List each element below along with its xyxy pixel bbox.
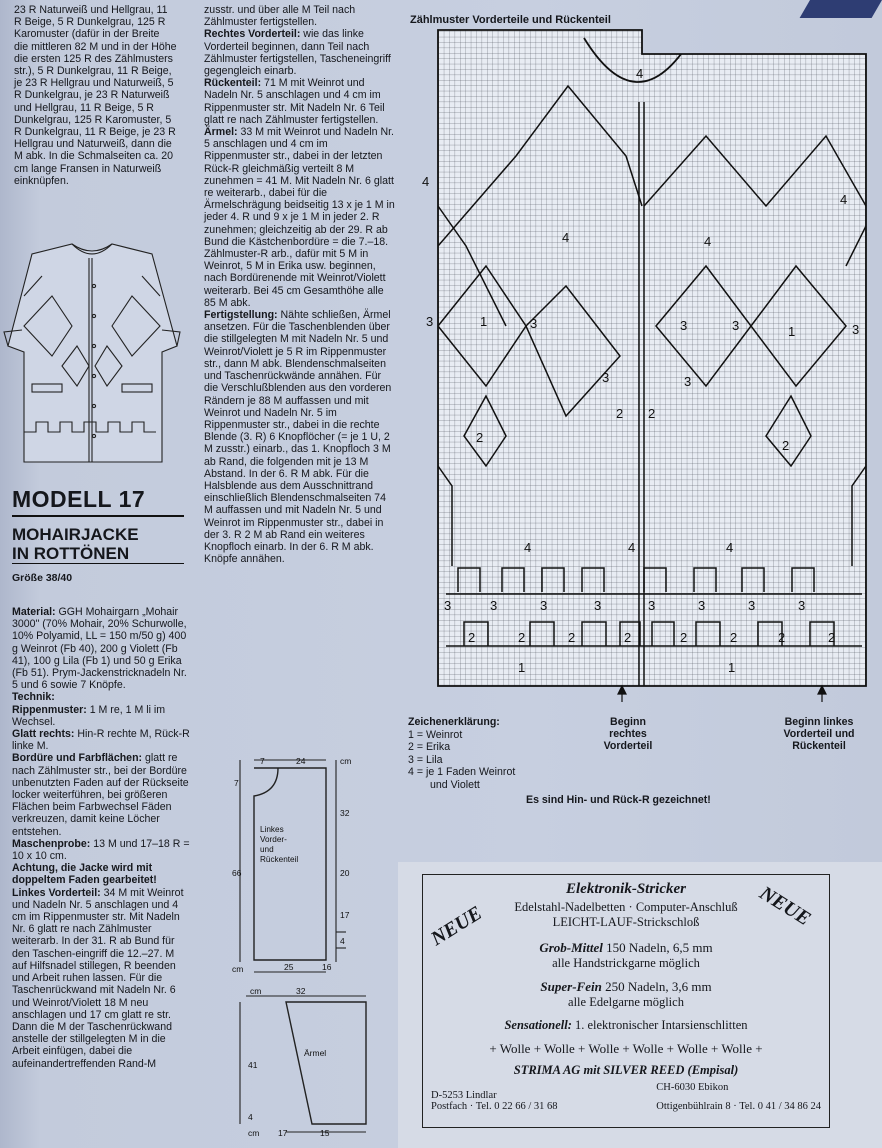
ad-fein-name: Super-Fein (540, 979, 602, 994)
chart-symbol-3: 3 (684, 374, 692, 389)
instruction-paragraph-heading: Linkes Vorderteil: (12, 886, 101, 899)
sleeve-outline (286, 1002, 366, 1124)
instruction-paragraph-body: 34 M mit Weinrot und Nadeln Nr. 5 anschlagen und 4 cm im Rippenmuster str. Mit Nadeln Nr. 6 glatt re nach Zählmuster weiterarb. In der 31. R ab Bund für den Taschen-eingriff die 12.–27. M auf Hilfsnadel stillegen, R beenden und Arbeit ruhen lassen. Für die Taschenrückwand mit Nadeln Nr. 6 und Weinrot/Violett 18 M neu anschlagen und 17 cm glatt re str. Dann die M der Taschenrückwand anstelle der stillgelegten M in die Arbeit einfügen, dabei die aufeinandertreffenden Rand-M (12, 886, 184, 1070)
chart-symbol-1: 1 (788, 324, 796, 339)
chart-symbol-2: 2 (648, 406, 656, 421)
model-number: MODELL 17 (12, 486, 184, 517)
middle-text (204, 4, 396, 565)
instruction-paragraph (12, 728, 190, 752)
left-top-line: und Hellgrau, 11 R Beige, 5 R (14, 101, 154, 114)
instruction-paragraph-heading: Rechtes Vorderteil: (204, 28, 301, 41)
body-label-line2: Vorder- (260, 835, 287, 844)
chart-symbol-4: 4 (422, 174, 430, 189)
ad-addr-right2: Ottigenbühlrain 8 · Tel. 0 41 / 34 86 24 (656, 1101, 821, 1112)
instruction-paragraph-heading: Rückenteil: (204, 77, 262, 90)
left-top-line: M abk. In die Schmalseiten ca. 20 (14, 150, 173, 163)
left-top-line: Karomuster (dafür in der Breite (14, 28, 160, 41)
body-dim-top-mid: 24 (296, 756, 306, 766)
ad-fein (423, 979, 829, 995)
marker-back-line1: Beginn linkes (784, 716, 854, 728)
left-top-line: Hellgrau und Naturweiß, dann die (14, 138, 172, 151)
instruction-paragraph (12, 704, 190, 728)
instruction-paragraph (12, 606, 190, 691)
chart-symbol-4: 4 (840, 192, 848, 207)
left-top-line: R Beige, 5 R Dunkelgrau, 125 R (14, 16, 166, 29)
instruction-paragraph-heading: Rippenmuster: (12, 703, 87, 716)
sleeve-dim-left-height: 41 (248, 1060, 258, 1070)
ad-company: STRIMA AG mit SILVER REED (Empisal) (513, 1063, 739, 1077)
chart-symbol-2: 2 (468, 630, 476, 645)
left-top-line: die mittleren 82 M und in der Höhe (14, 40, 177, 53)
left-top-line: je 23 R Hellgrau und Naturweiß, 5 (14, 77, 174, 90)
instruction-paragraph-body: 33 M mit Weinrot und Nadeln Nr. 5 anschlagen und 4 cm im Rippenmuster str., dabei in der letzten Rück-R gleichmäßig verteilt 8 M zunehmen = 41 M. Mit Nadeln Nr. 6 glatt re weiterarb., dabei für die Ärmelschrägung beidseitig 13 x je 1 M in jeder 4. R und 9 x je 1 M in jeder 2. R zunehmen; gleichzeitig ab der 29. R ab Bund die Kästchenbordüre = die 7.–18. Zählmuster-R arb., dafür mit 5 M in Weinrot, 5 M in Erika usw. beginnen, nach Bordürenende mit Weinrot/Violett weiterarb. Bei 45 cm Gesamthöhe alle 85 M abk. (204, 126, 395, 309)
chart-symbol-4: 4 (726, 540, 734, 555)
chart-symbol-2: 2 (778, 630, 786, 645)
left-top-line: R Dunkelgrau, 11 R Beige, je 23 R (14, 126, 176, 139)
chart-symbol-4: 4 (562, 230, 570, 245)
instruction-paragraph (204, 28, 396, 77)
chart-symbol-2: 2 (616, 406, 624, 421)
marker-front-line2: rechtes (609, 728, 647, 740)
ad-box (422, 874, 830, 1128)
body-dim-right-2: 20 (340, 868, 350, 878)
ad-fein-desc: 250 Nadeln, 3,6 mm (601, 979, 712, 994)
ad-grob-sub: alle Handstrickgarne möglich (552, 956, 700, 970)
chart-symbol-3: 3 (648, 598, 656, 613)
left-top-line: cm lange Fransen in Naturweiß (14, 162, 162, 175)
ad-addr-right1: CH-6030 Ebikon (656, 1082, 729, 1093)
body-label (260, 825, 298, 864)
instruction-paragraph (204, 4, 396, 28)
sleeve-label: Ärmel (304, 1048, 327, 1058)
sleeve-dim-top-left: cm (250, 986, 262, 996)
instruction-paragraph-body: 71 M mit Weinrot und Nadeln Nr. 5 anschlagen und 4 cm im Rippenmuster str. Mit Nadeln Nr. 6 Teil glatt re nach Zählmuster fertigstellen. (204, 77, 385, 126)
chart-symbol-1: 1 (728, 660, 736, 675)
instruction-paragraph-heading: Glatt rechts: (12, 728, 75, 741)
ad-title: Elektronik-Stricker (565, 881, 686, 897)
chart-symbol-3: 3 (732, 318, 740, 333)
marker-front-line3: Vorderteil (603, 740, 653, 752)
instruction-paragraph (204, 126, 396, 309)
instruction-paragraph (12, 862, 190, 886)
instruction-paragraph-heading: Bordüre und Farbflächen: (12, 752, 143, 765)
instruction-paragraph (204, 77, 396, 126)
chart-symbol-2: 2 (624, 630, 632, 645)
chart-symbol-3: 3 (748, 598, 756, 613)
body-dim-right-4: 4 (340, 936, 345, 946)
model-title-block (12, 486, 184, 584)
jacket-illustration (2, 236, 182, 468)
ad-grob-desc: 150 Nadeln, 6,5 mm (602, 940, 713, 955)
ad-sens-name: Sensationell: (504, 1018, 572, 1032)
instruction-paragraph-body: 1 M re, 1 M li im Wechsel. (12, 703, 166, 728)
advertisement (398, 862, 882, 1148)
legend-item-4: 4 = je 1 Faden Weinrot (408, 766, 516, 778)
body-outline (254, 768, 326, 960)
body-dim-bottom-mid: 25 (284, 962, 294, 972)
chart-symbol-4: 4 (628, 540, 636, 555)
sleeve-dim-bottom-2: 15 (320, 1128, 330, 1138)
legend-item-4-cont: und Violett (430, 778, 480, 791)
instruction-paragraph-body: glatt re nach Zählmuster str., bei der Bordüre unbenutzten Faden auf der Rückseite locker weiterführen, bei größeren Flächen beim Farbwechsel Fäden verkreuzen, damit keine Löcher entstehen. (12, 752, 189, 838)
chart-symbol-3: 3 (444, 598, 452, 613)
ad-line2: LEICHT-LAUF-Strickschloß (552, 915, 700, 929)
instruction-paragraph-heading: Achtung, die Jacke wird mit doppeltem Faden gearbeitet! (12, 862, 157, 887)
ad-grob (423, 940, 829, 956)
body-dim-left-height: 66 (232, 868, 242, 878)
chart-symbol-3: 3 (540, 598, 548, 613)
instruction-paragraph-body: zusstr. und über alle M Teil nach Zählmuster fertigstellen. (204, 4, 356, 29)
model-name-line2: IN ROTTÖNEN (12, 544, 130, 563)
marker-front (590, 716, 666, 752)
chart-symbol-2: 2 (730, 630, 738, 645)
ad-sens-desc: 1. elektronischer Intarsienschlitten (571, 1018, 748, 1032)
instruction-paragraph-heading: Maschenprobe: (12, 837, 91, 850)
model-name (12, 525, 184, 564)
ad-addr-left1: D-5253 Lindlar (431, 1090, 497, 1101)
sleeve-dim-bottom-1: 17 (278, 1128, 288, 1138)
body-dim-left-small: 7 (234, 778, 239, 788)
legend-item-1: 1 = Weinrot (408, 728, 463, 741)
left-top-line: Dunkelgrau, 125 R Karomuster, 5 (14, 113, 172, 126)
left-top-line: einknüpfen. (14, 174, 69, 187)
top-corner-band (800, 0, 882, 18)
chart-symbol-2: 2 (518, 630, 526, 645)
chart-symbol-3: 3 (426, 314, 434, 329)
instruction-paragraph (12, 752, 190, 837)
chart-symbol-4: 4 (704, 234, 712, 249)
instruction-paragraph (204, 309, 396, 565)
sleeve-dim-left-small: 4 (248, 1112, 253, 1122)
left-top-text (14, 4, 184, 187)
chart-symbol-3: 3 (798, 598, 806, 613)
instruction-paragraph-heading: Technik: (12, 691, 55, 704)
chart-symbol-3: 3 (530, 316, 538, 331)
instruction-paragraph (12, 887, 190, 1070)
chart-symbol-1: 1 (480, 314, 488, 329)
left-top-line: 23 R Naturweiß und Hellgrau, 11 (14, 4, 168, 16)
ad-neu-left: NEUE (427, 902, 486, 951)
instruction-paragraph-heading: Material: (12, 606, 56, 618)
instruction-paragraph-heading: Fertigstellung: (204, 309, 278, 322)
instruction-paragraph (12, 838, 190, 862)
chart-symbol-2: 2 (568, 630, 576, 645)
ad-wolle: + Wolle + Wolle + Wolle + Wolle + Wolle + Wolle + (489, 1041, 763, 1056)
body-dim-right-3: 17 (340, 910, 350, 920)
instruction-paragraph-body: wie das linke Vorderteil beginnen, dann Teil nach Zählmuster fertigstellen, Tascheneingriff gegengleich einarb. (204, 28, 391, 78)
legend-title: Zeichenerklärung: (408, 716, 500, 728)
sleeve-dim-bottom-left: cm (248, 1128, 260, 1138)
body-label-line3: und (260, 845, 274, 854)
chart-symbol-3: 3 (490, 598, 498, 613)
chart-note: Es sind Hin- und Rück-R gezeichnet! (526, 794, 711, 806)
ad-grob-name: Grob-Mittel (539, 940, 603, 955)
body-dim-cm: cm (340, 756, 352, 766)
instruction-paragraph-body: 13 M und 17–18 R = 10 x 10 cm. (12, 837, 190, 863)
legend-item-2: 2 = Erika (408, 741, 451, 753)
left-top-line: die ersten 125 R des Zählmusters (14, 52, 173, 65)
marker-back-line2: Vorderteil und (783, 728, 855, 740)
chart-symbol-2: 2 (476, 430, 484, 445)
instruction-paragraph (12, 691, 190, 703)
chart-symbol-4: 4 (636, 66, 644, 81)
left-top-line: R Dunkelgrau, je 23 R Naturweiß (14, 89, 170, 102)
ad-fein-sub: alle Edelgarne möglich (568, 995, 684, 1009)
left-bottom-text (12, 606, 190, 1070)
chart-symbol-2: 2 (680, 630, 688, 645)
ad-address (431, 1082, 821, 1112)
marker-back-line3: Rückenteil (792, 740, 846, 752)
body-label-line4: Rückenteil (260, 855, 299, 864)
model-name-line1: MOHAIRJACKE (12, 525, 139, 544)
instruction-paragraph-body: Hin-R rechte M, Rück-R linke M. (12, 728, 190, 753)
chart-symbol-3: 3 (698, 598, 706, 613)
chart-symbol-1: 1 (518, 660, 526, 675)
model-size: Größe 38/40 (12, 572, 73, 584)
ad-addr-left2: Postfach · Tel. 0 22 66 / 31 68 (431, 1101, 558, 1112)
chart-symbol-2: 2 (782, 438, 790, 453)
schematic-diagrams (226, 752, 398, 1144)
left-top-line: str.), 5 R Dunkelgrau, 11 R Beige, (14, 65, 172, 78)
body-dim-bottom-right: 16 (322, 962, 332, 972)
chart-symbol-2: 2 (828, 630, 836, 645)
ad-line1: Edelstahl-Nadelbetten · Computer-Anschluß (514, 900, 738, 914)
body-dim-bottom-left: cm (232, 964, 244, 974)
chart-symbol-4: 4 (524, 540, 532, 555)
chart-symbol-3: 3 (680, 318, 688, 333)
chart-symbol-3: 3 (602, 370, 610, 385)
marker-front-line1: Beginn (610, 716, 646, 728)
chart-symbol-3: 3 (594, 598, 602, 613)
legend-item-3: 3 = Lila (408, 753, 443, 766)
body-dim-right-1: 32 (340, 808, 350, 818)
chart-symbol-3: 3 (852, 322, 860, 337)
instruction-paragraph-body: GGH Mohairgarn „Mohair 3000" (70% Mohair, 20% Schurwolle, 10% Polyamid, LL = 150 m/50 g) 400 g Weinrot (Fb 40), 200 g Violett (Fb 41), 100 g Lila (Fb 1) und 50 g Erika (Fb 51). Prym-Jackenstricknadeln Nr. 5 und 6 sowie 7 Knöpfe. (12, 606, 187, 692)
instruction-paragraph-heading: Ärmel: (204, 126, 238, 139)
body-dim-top-left: 7 (260, 756, 265, 766)
marker-back (770, 716, 868, 752)
chart-title: Zählmuster Vorderteile und Rückenteil (410, 14, 611, 26)
body-label-line1: Linkes (260, 825, 284, 834)
chart-legend (408, 716, 515, 791)
ad-sens (423, 1018, 829, 1033)
knitting-chart (406, 26, 872, 702)
ad-neu-right: NEUE (755, 882, 815, 931)
sleeve-dim-top: 32 (296, 986, 306, 996)
instruction-paragraph-body: Nähte schließen, Ärmel ansetzen. Für die Taschenblenden über die stillgelegten M mit Nadeln Nr. 5 und Weinrot/Violett je 5 R im Rippenmuster str., dann M abk. Blendenschmalseiten und Taschenrückwände annähen. Für die Verschlußblenden aus den vorderen Rändern je 88 M auffassen und mit Weinrot und Nadeln Nr. 5 im Rippenmuster str., dabei in die rechte Blende (3. R) 6 Knopflöcher (= je 1 U, 2 M zusstr.) einarb., das 1. Knopfloch 3 M ab Rand, die folgenden mit je 13 M Abstand. In der 6. R M abk. Für die Halsblende aus dem Ausschnittrand einschließlich Blendenschmalseiten 74 M auffassen und mit Nadeln Nr. 5 und Weinrot im Rippenmuster str., dabei in der 3. R 2 M ab Rand ein weiteres Knopfloch einarb. In der 6. R M abk. Knöpfe annähen. (204, 309, 392, 566)
